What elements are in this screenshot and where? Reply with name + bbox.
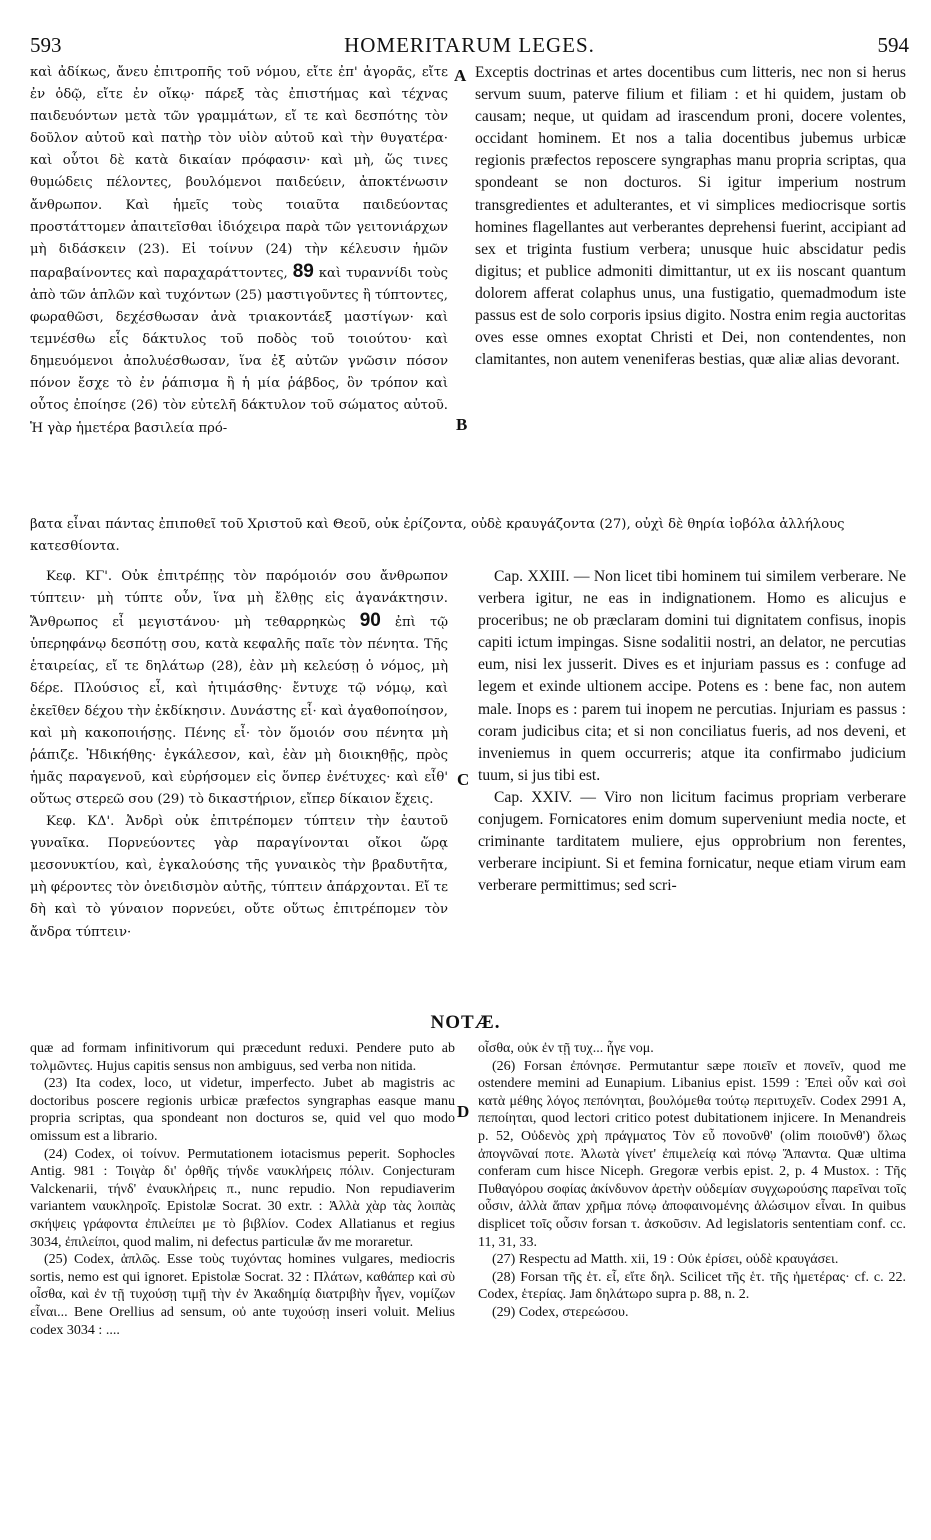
greek-column-middle [30,566,448,944]
section-number-90: 90 [359,610,381,632]
greek-spanning-lines: βατα εἶναι πάντας ἐπιποθεῖ τοῦ Χριστοῦ καὶ Θεοῦ, οὐκ ἐρίζοντα, οὐδὲ κραυγάζοντα (27), οὐχὶ δὲ θηρία ἰοβόλα ἀλλήλους κατεσθίοντα. [30,517,845,554]
note-28: (28) Forsan τῆς ἑτ. εἶ, εἴτε δηλ. Scilicet τῆς ἑτ. τῆς ἡμετέρας· cf. c. 22. Codex, ἑτερίας. Jam δηλάτωρο supra p. 88, n. 2. [478,1269,906,1303]
greek-column-top [30,62,448,440]
greek-chapter-24: Κεφ. ΚΔ'. Ἀνδρὶ οὐκ ἐπιτρέπομεν τύπτειν τὴν ἑαυτοῦ γυναῖκα. Πορνεύοντες γὰρ παραγίνονται οἴκοι ὥρᾳ μεσονυκτίου, καὶ, ἐγκαλούσης τῆς γυναικὸς τὴν βραδυτῆτα, μὴ φέροντες τὸν ὀνειδισμὸν αὐτῆς, τύπτειν ἀπάρχονται. Εἴ τε δὴ καὶ τὸ γύναιον πορνεύει, οὔτε οὕτως ἐπιτρέπομεν τὸν ἄνδρα τύπτειν· [30,814,448,940]
margin-letter-d: D [457,1102,470,1121]
section-number-89: 89 [292,260,314,282]
margin-letter-a: A [454,66,467,85]
note-29: (29) Codex, στερεώσου. [492,1304,629,1320]
latin-column-middle [478,566,906,897]
latin-chapter-24: Cap. XXIV. — Viro non licitum facimus propriam verberare conjugem. Fornicatores enim domum superveniunt media nocte, et criminante tarditatem muliere, ejus opprobrium non ferentes, verberare incipiunt. Si et femina fornicatur, neque etiam virum eam verberare permittimus; sed scri- [478,788,906,895]
margin-letter-c: C [457,770,470,789]
note-23: (23) Ita codex, loco, ut videtur, imperfecto. Jubet ab magistris ac doctoribus poscere regionis urbicæ præfectos syngraphas easque manu propria scriptas, qua spondeant non docturos se, quid vel quo modo omissum est a librario. [30,1076,455,1144]
right-page-number: 594 [877,33,909,57]
latin-chapter-23: Cap. XXIII. — Non licet tibi hominem tui similem verberare. Ne verbera igitur, ne eas in indignationem. Homo es alicujus e proceribus; ne ob præclaram domini tui dignitatem confisus, inopis capiti ictum impingas. Sisne sodalitii nostri, an delator, ne percutias eum, nisi lex jusserit. Dives es et injuriam passus es : confuge ad legem et exinde ultionem accipe. Potens es : bene fac, non autem male. Inops es : parem tui inopem ne percutias. Injuriam es passus : coram judicibus cita; et si non conciliatus fueris, ad nos deveni, et inveniemus in quem occurreris; atque ita confirmabo judicium tuum, si jus tibi est. [478,568,906,784]
note-25-continued: οἶσθα, οὐκ ἐν τῇ τυχ... ἦγε νομ. [478,1041,654,1056]
running-header [30,32,909,58]
latin-column-top [475,62,906,371]
notes-right-column [478,1040,906,1322]
notes-heading: NOTÆ. [430,1012,501,1033]
note-25: (25) Codex, ἁπλῶς. Esse τοὺς τυχόντας homines vulgares, mediocris sortis, nemo est qui ignoret. Epistolæ Socrat. 32 : Πλάτων, καθάπερ καὶ σὺ οἶσθα, καὶ ἐν τῇ τυχούσῃ τιμῇ τὴν ἐν Ἀκαδημίᾳ διατριβὴν ἦγεν, νομίζων εἶναι... Bene Orellius ad sensum, οὐ ante τυχούσῃ inseri voluit. Melius codex 3034 : .... [30,1252,455,1338]
page-title: HOMERITARUM LEGES. [344,33,595,57]
note-26: (26) Forsan ἐπόνησε. Permutantur sæpe ποιεῖν et πονεῖν, quod me ostendere memini ad Eunapium. Libanius epist. 1599 : Ἐπεὶ οὖν καὶ σοὶ κατὰ μέθης λόγος πεπόνηται, βουλόμεθα τούτῳ περιτυχεῖν. Codex 2991 A, πεποίηται, quod lectori critico potest dubitationem injicere. In Menandreis p. 52, Οὐδενὸς χρὴ πράγματος Τὸν εὖ πονοῦνθ' (olim ποιοῦνθ') ὅλως ἀπογνῶναί ποτε. Ἀλωτὰ γίνετ' ἐπιμελείᾳ καὶ πόνῳ Ἅπαντα. Quæ ultima conferam cum hisce Niceph. Gregoræ verbis epist. 2, p. 4 Mustox. : Τῆς Πυθαγόρου σοφίας ἀκίνδυνον ἀρετὴν οὐδεμίαν συγχωρούσης παρεῖναι τοῖς οὖσιν, ἀλλὰ ἅπαν χρῆμα πόνῳ ἀποφαινομένης ἁλώσιμον εἶναι. In quibus displicet τοῖς οὖσιν forsan τ. ἀσκοῦσιν. Ad legislatoris sententiam conf. cc. 11, 31, 33. [478,1058,906,1250]
note-continued: quæ ad formam infinitivorum qui præcedunt reduxi. Pendere puto ab τολμῶντες. Hujus capitis sensus non ambiguus, sed verba non nitida. [30,1041,455,1074]
latin-paragraph: Exceptis doctrinas et artes docentibus cum litteris, nec non si herus servum suum, paterve filium et filiam : et hi quidem, justam ob causam; neque, ut quidam ad irascendum proni, docere volentes, occidant hominem. Et nos a talia docentibus jubemus urbicæ regionis præfectos reposcere syngraphas manu propria scriptas, qua spondeant se non docturos. Si igitur imperium nostrum transgredientes et adulterantes, et vi simplices mediocrisque sortis homines flagellantes aut verberantes deprehensi fuerint, accipiant ad sex et triginta fustium verbera; unusque huic abscidatur pedis digitus; et publice admoniti dimittantur, ut ex iis noscant quantum dolorem afferat colaphus unus, una fustigatio, quemadmodum iste passus est de solo corporis ipsius digito. Nostra enim regia auctoritas oves esse omnes exoptat Christi et Dei, non contendentes, non clamitantes, non autem veneniferas bestias, quæ aliæ alias devorant. [475,64,906,369]
note-27: (27) Respectu ad Matth. xii, 19 : Οὐκ ἐρίσει, οὐδὲ κραυγάσει. [492,1252,839,1268]
greek-paragraph: καὶ ἀδίκως, ἄνευ ἐπιτροπῆς τοῦ νόμου, εἴτε ἐπ' ἀγορᾶς, εἴτε ἐν ὁδῷ, εἴτε ἐν οἴκῳ· πάρεξ τὰς ἐπιστήμας καὶ τέχνας παιδευόντων μετὰ τῶν γραμμάτων, εἴ τε καὶ δεσπότης τὸν δοῦλον αὐτοῦ καὶ πατὴρ τὸν υἱὸν αὐτοῦ καὶ τὴν θυγατέρα· καὶ οὗτοι δὲ κατὰ δικαίαν πρόφασιν· καὶ μὴ, ὥς τινες θυμώδεις πέλοντες, βουλόμενοι παιδεύειν, ἀποκτένωσιν ἄνθρωπον. Καὶ ἡμεῖς τοὺς τοιαῦτα παιδεύοντας προστάττομεν ἀπαιτεῖσθαι ἰδιόχειρα παρὰ τῶν γειτονιάρχων μὴ διδάσκειν (23). Εἰ τοίνυν (24) τὴν κέλευσιν ἡμῶν παραβαίνοντες καὶ παραχαράττοντες, 89 καὶ τυραννίδι τοὺς ἀπὸ τῶν ἁπλῶν καὶ τυχόντων (25) μαστιγοῦντες ἢ τύπτοντες, φωραθῶσι, δεχέσθωσαν ἀνὰ τριακοντάεξ μαστίγων· καὶ τεμνέσθω εἷς δάκτυλος τοῦ ποδὸς τοῦ τοιούτου· καὶ δημευόμενοι ἀπολυέσθωσαν, ἵνα ἐξ αὐτῶν γνῶσιν πόσον πόνον ἔσχε τὸ ἐν ῥάπισμα ἢ ἡ μία ῥάβδος, ὃν τρόπον καὶ οὗτος ἐποίησε (26) τὸν εὐτελῆ δάκτυλον τοῦ σώματος αὐτοῦ. Ἡ γὰρ ἡμετέρα βασιλεία πρό- [30,65,448,436]
margin-letter-b: B [456,415,468,434]
greek-chapter-23: Κεφ. ΚΓ'. Οὐκ ἐπιτρέπῃς τὸν παρόμοιόν σου ἄνθρωπον τύπτειν· μὴ τύπτε οὖν, ἵνα μὴ ἔλθῃς εἰς ἀγανάκτησιν. Ἄνθρωπος εἶ μεγιστάνου· μὴ τεθαρρηκὼς 90 ἐπὶ τῷ ὑπερηφάνῳ δεσπότῃ σου, κατὰ κεφαλῆς παῖε τὸν πένητα. Τῆς ἑταιρείας, εἴ τε δηλάτωρ (28), ἐὰν μὴ κελεύσῃ ὁ νόμος, μὴ δέρε. Πλούσιος εἶ, καὶ ἠτιμάσθης· ἔντυχε τῷ νόμῳ, καὶ ἐκεῖθεν δέχου τὴν ἐκδίκησιν. Δυνάστης εἶ· καὶ ἀγαθοποίησον, καὶ μὴ κακοποιήσῃς. Πένης εἶ· τὸν ὅμοιόν σου πένητα μὴ ῥάπιζε. Ἠδικήθης· ἐγκάλεσον, καὶ, ἐὰν μὴ διοικηθῇς, πρὸς ἡμᾶς παραγενοῦ, καὶ εὑρήσομεν εἰς ὅνπερ ἐνέτυχες· καὶ εἶθ' οὕτως στερεῶ σου (29) τὸ δικαστήριον, εἴπερ δίκαιον ἔχεις. [30,569,448,807]
notes-left-column [30,1040,455,1339]
left-page-number: 593 [30,33,62,57]
note-24: (24) Codex, οἱ τοίνυν. Permutationem iotacismus peperit. Sophocles Antig. 981 : Τοιγὰρ δι' ὀρθῆς τήνδε ναυκλήρεις πόλιν. Conjecturam Valckenarii, τήνδ' ἐναυκλήρεις π., nunc repudio. Non repudiaverim variantem ναυκληροῖς. Epistolæ Socrat. 30 extr. : Ἀλλὰ χὰρ τὰς λοιπὰς σκήψεις γράφοντα ἐπιλείπει με τὸ βιβλίον. Codex Allatianus et regius 3034, ἐπιλείποι, quod malim, ni defectus particulæ ἄν me moraretur. [30,1146,455,1250]
